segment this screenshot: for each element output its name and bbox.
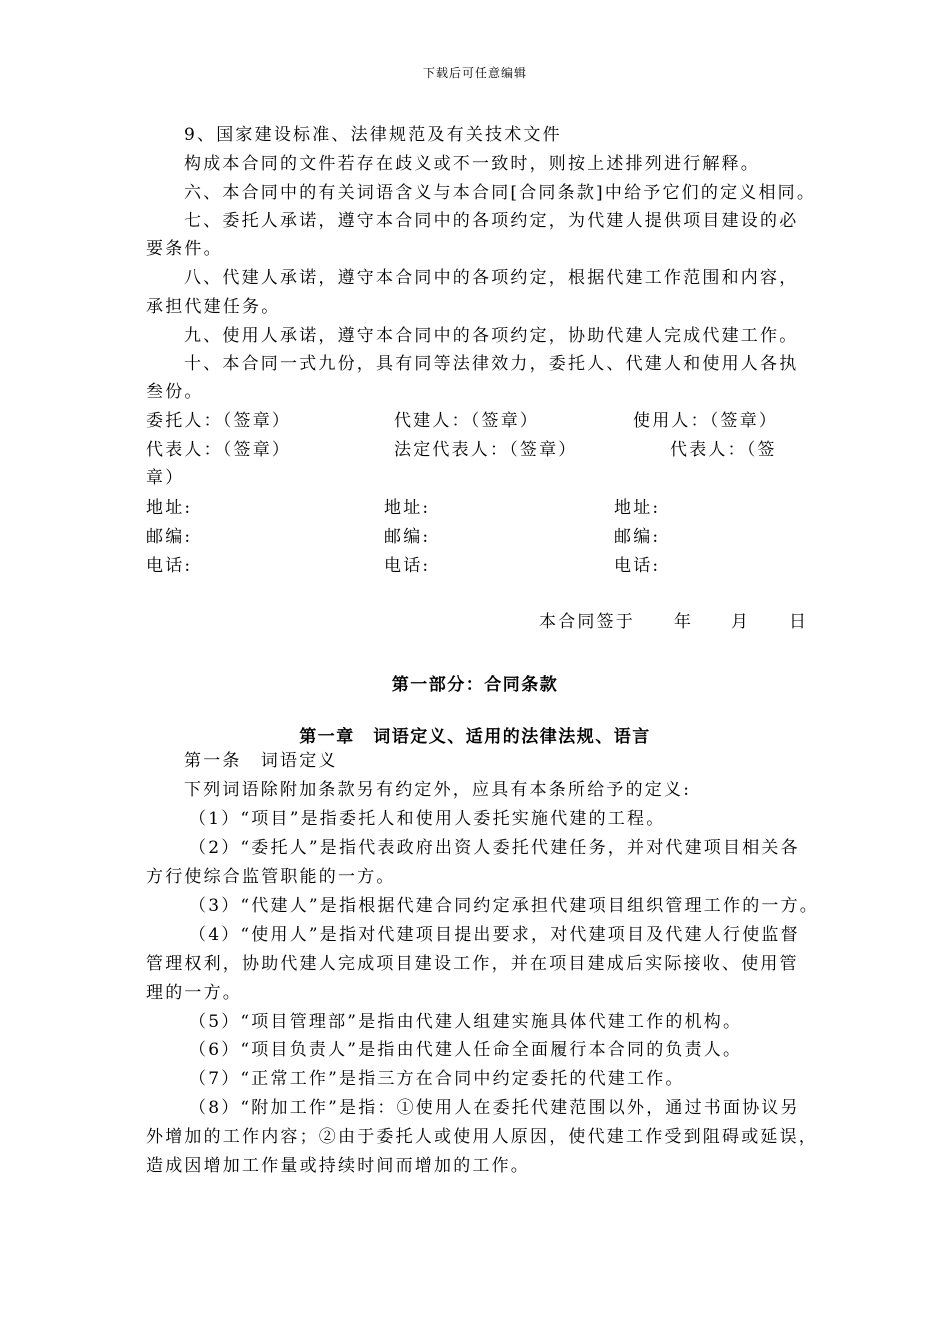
definition-4-line-2: 管理权利，协助代建人完成项目建设工作，并在项目建成后实际接收、使用管 <box>146 954 799 974</box>
definition-6: （6）“项目负责人”是指由代建人任命全面履行本合同的负责人。 <box>189 1040 743 1060</box>
definition-4-line-1: （4）“使用人”是指对代建项目提出要求，对代建项目及代建人行使监督 <box>189 925 800 945</box>
clause-nine: 九、使用人承诺，遵守本合同中的各项约定，协助代建人完成代建工作。 <box>184 326 799 346</box>
definition-5: （5）“项目管理部”是指由代建人组建实施具体代建工作的机构。 <box>189 1012 743 1032</box>
list-item-9: 9、国家建设标准、法律规范及有关技术文件 <box>184 125 562 145</box>
postcode-user: 邮编: <box>614 527 661 547</box>
phone-user: 电话: <box>614 556 661 576</box>
clause-seven-line-1: 七、委托人承诺，遵守本合同中的各项约定，为代建人提供项目建设的必 <box>184 211 799 231</box>
definition-4-line-3: 理的一方。 <box>146 983 242 1003</box>
clause-eight-line-1: 八、代建人承诺，遵守本合同中的各项约定，根据代建工作范围和内容， <box>184 268 799 288</box>
address-principal: 地址: <box>146 498 193 518</box>
definition-1: （1）“项目”是指委托人和使用人委托实施代建的工程。 <box>189 809 666 829</box>
signed-date-label: 本合同签于 <box>539 612 635 632</box>
definition-8-line-2: 外增加的工作内容；②由于委托人或使用人原因，使代建工作受到阻碍或延误， <box>146 1127 818 1147</box>
address-user: 地址: <box>614 498 661 518</box>
clause-eight-line-2: 承担代建任务。 <box>146 297 281 317</box>
definition-2-line-1: （2）“委托人”是指代表政府出资人委托代建任务，并对代建项目相关各 <box>189 838 800 858</box>
part-title: 第一部分：合同条款 <box>391 675 559 695</box>
signature-principal: 委托人：（签章） <box>146 411 292 431</box>
representative-user-wrap: 章） <box>146 468 185 488</box>
signature-agent: 代建人：（签章） <box>394 411 540 431</box>
definition-3: （3）“代建人”是指根据代建合同约定承担代建项目组织管理工作的一方。 <box>189 896 819 916</box>
representative-user: 代表人：（签 <box>670 440 777 460</box>
signed-date-day: 日 <box>789 612 809 632</box>
clause-ten-line-2: 叁份。 <box>146 382 204 402</box>
article-title: 第一条 词语定义 <box>184 751 338 771</box>
definition-7: （7）“正常工作”是指三方在合同中约定委托的代建工作。 <box>189 1069 685 1089</box>
legal-representative-agent: 法定代表人：（签章） <box>394 440 578 460</box>
signed-date-month: 月 <box>731 612 751 632</box>
signature-user: 使用人：（签章） <box>633 411 779 431</box>
interpretation-paragraph: 构成本合同的文件若存在歧义或不一致时，则按上述排列进行解释。 <box>184 154 760 174</box>
definition-8-line-3: 造成因增加工作量或持续时间而增加的工作。 <box>146 1156 530 1176</box>
phone-principal: 电话: <box>146 556 193 576</box>
definition-2-line-2: 方行使综合监管职能的一方。 <box>146 867 396 887</box>
clause-seven-line-2: 要条件。 <box>146 239 223 259</box>
signed-date-year: 年 <box>674 612 694 632</box>
address-agent: 地址: <box>384 498 431 518</box>
definition-8-line-1: （8）“附加工作”是指：①使用人在委托代建范围以外，通过书面协议另 <box>189 1098 800 1118</box>
clause-six: 六、本合同中的有关词语含义与本合同[合同条款]中给予它们的定义相同。 <box>184 183 817 203</box>
article-intro: 下列词语除附加条款另有约定外，应具有本条所给予的定义: <box>184 780 692 800</box>
chapter-title: 第一章 词语定义、适用的法律法规、语言 <box>299 727 651 747</box>
phone-agent: 电话: <box>384 556 431 576</box>
representative-principal: 代表人：（签章） <box>146 440 292 460</box>
postcode-agent: 邮编: <box>384 527 431 547</box>
clause-ten-line-1: 十、本合同一式九份，具有同等法律效力，委托人、代建人和使用人各执 <box>184 354 799 374</box>
page-header: 下载后可任意编辑 <box>422 66 527 80</box>
postcode-principal: 邮编: <box>146 527 193 547</box>
